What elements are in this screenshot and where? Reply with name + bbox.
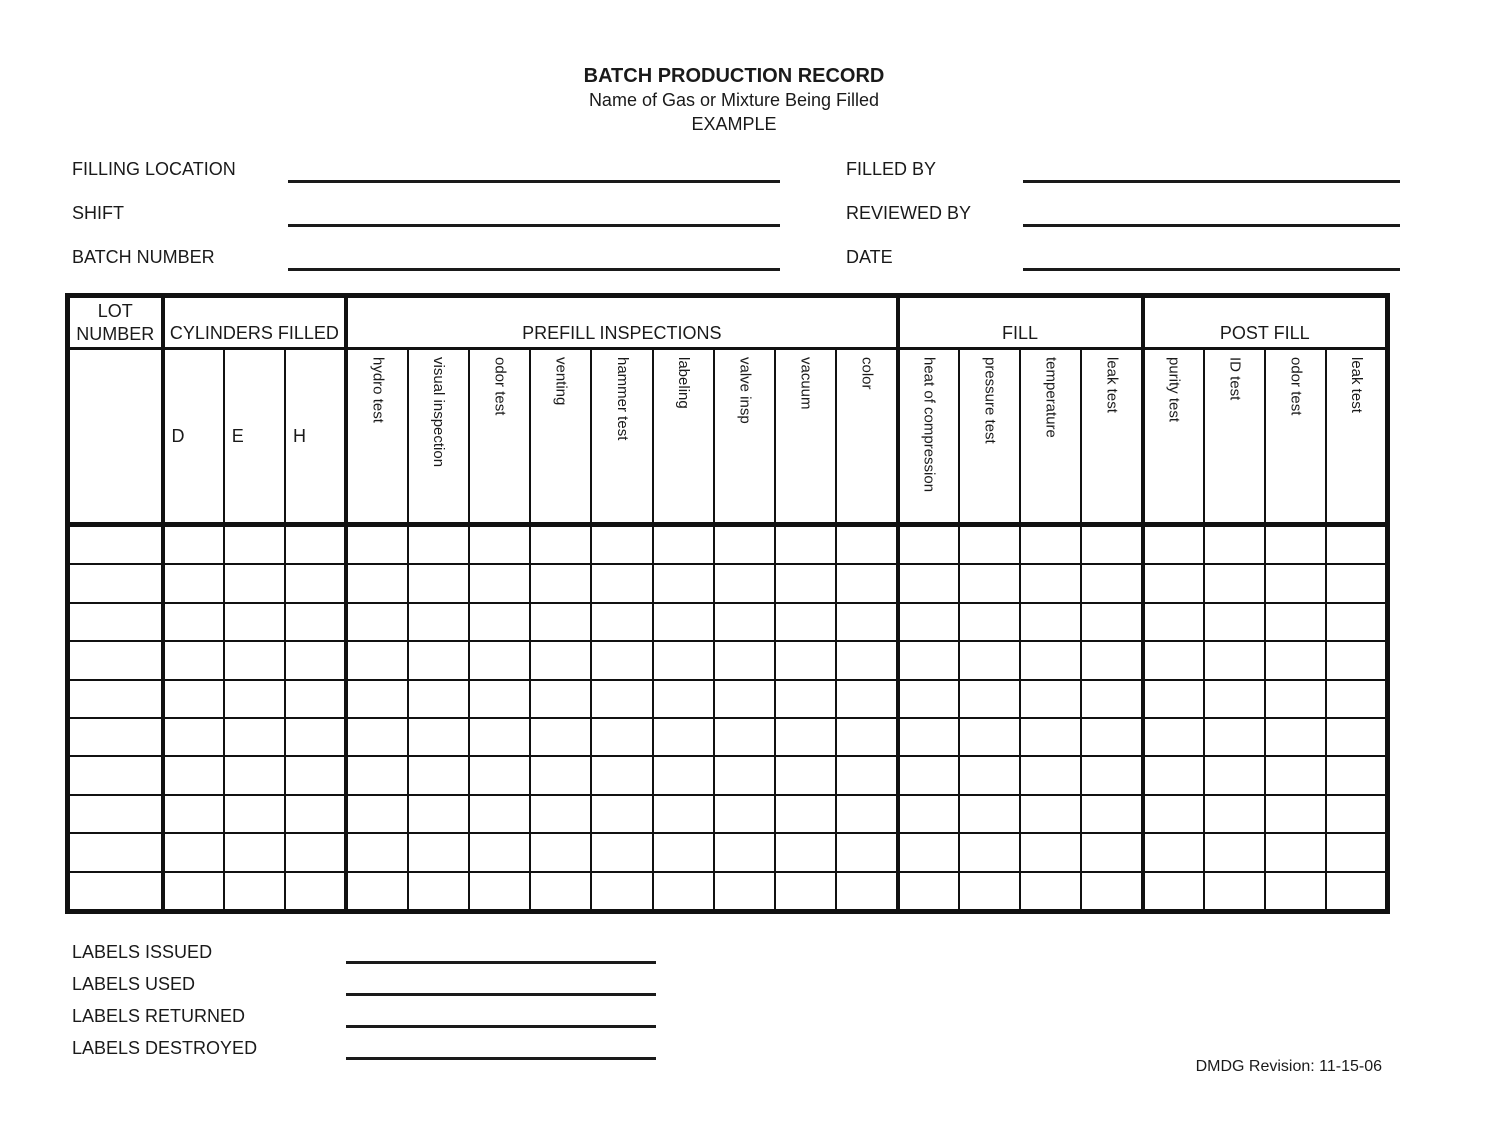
table-cell [653, 603, 714, 641]
table-cell [1020, 603, 1081, 641]
heat-of-compression-header: heat of compression [898, 349, 959, 525]
table-cell [591, 872, 652, 912]
table-cell [346, 525, 407, 565]
table-cell [530, 641, 591, 679]
table-cell [898, 833, 959, 871]
table-cell [898, 525, 959, 565]
table-cell [836, 603, 897, 641]
table-cell [714, 756, 775, 794]
table-cell [1143, 525, 1204, 565]
table-cell [68, 795, 163, 833]
table-row [68, 718, 1388, 756]
table-cell [346, 641, 407, 679]
table-cell [653, 525, 714, 565]
table-cell [1143, 680, 1204, 718]
table-cell [68, 680, 163, 718]
table-cell [1265, 756, 1326, 794]
postfill-leak-test-header: leak test [1326, 349, 1387, 525]
table-cell [959, 833, 1020, 871]
table-cell [530, 795, 591, 833]
table-cell [530, 603, 591, 641]
table-cell [714, 603, 775, 641]
table-cell [1020, 718, 1081, 756]
table-cell [591, 718, 652, 756]
document-subtitle: Name of Gas or Mixture Being Filled [588, 90, 880, 110]
table-cell [959, 525, 1020, 565]
table-cell [530, 564, 591, 602]
table-row [68, 564, 1388, 602]
table-cell [469, 641, 530, 679]
table-row [68, 680, 1388, 718]
table-cell [959, 603, 1020, 641]
table-cell [836, 795, 897, 833]
table-cell [653, 756, 714, 794]
table-cell [1020, 795, 1081, 833]
table-cell [775, 641, 836, 679]
date-underline [1023, 268, 1400, 271]
table-row [68, 525, 1388, 565]
table-cell [775, 756, 836, 794]
pressure-test-header: pressure test [959, 349, 1020, 525]
table-cell [1204, 795, 1265, 833]
table-cell [836, 641, 897, 679]
table-cell [898, 795, 959, 833]
table-cell [285, 833, 346, 871]
table-cell [285, 564, 346, 602]
table-cell [224, 564, 285, 602]
table-cell [1081, 525, 1142, 565]
table-cell [1143, 564, 1204, 602]
table-cell [285, 872, 346, 912]
postfill-odor-test-header: odor test [1265, 349, 1326, 525]
table-cell [469, 603, 530, 641]
visual-inspection-header: visual inspection [408, 349, 469, 525]
table-cell [163, 603, 224, 641]
table-cell [1326, 833, 1387, 871]
table-cell [1020, 564, 1081, 602]
table-cell [653, 680, 714, 718]
table-cell [1265, 680, 1326, 718]
table-cell [1143, 718, 1204, 756]
table-cell [224, 603, 285, 641]
labels-destroyed-underline [346, 1057, 656, 1060]
table-cell [959, 564, 1020, 602]
table-cell [530, 756, 591, 794]
table-cell [591, 525, 652, 565]
fill-leak-test-header: leak test [1081, 349, 1142, 525]
post-fill-header: POST FILL [1143, 296, 1388, 349]
table-cell [714, 718, 775, 756]
table-cell [1020, 833, 1081, 871]
table-cell [591, 756, 652, 794]
lot-number-spacer-cell [68, 349, 163, 525]
table-cell [959, 680, 1020, 718]
labels-used-underline [346, 993, 656, 996]
table-cell [224, 795, 285, 833]
table-cell [591, 564, 652, 602]
labels-issued-label: LABELS ISSUED [72, 942, 213, 962]
table-cell [285, 756, 346, 794]
cylinders-filled-header: CYLINDERS FILLED [163, 296, 347, 349]
hydro-test-header: hydro test [346, 349, 407, 525]
table-cell [775, 680, 836, 718]
table-cell [653, 564, 714, 602]
table-cell [469, 872, 530, 912]
table-cell [68, 872, 163, 912]
table-cell [959, 795, 1020, 833]
table-cell [408, 680, 469, 718]
table-cell [469, 756, 530, 794]
table-row [68, 833, 1388, 871]
table-cell [836, 756, 897, 794]
table-cell [285, 680, 346, 718]
table-cell [1265, 603, 1326, 641]
table-cell [1143, 756, 1204, 794]
table-cell [1020, 641, 1081, 679]
table-cell [775, 603, 836, 641]
table-cell [1265, 641, 1326, 679]
reviewed-by-underline [1023, 224, 1400, 227]
table-cell [1020, 872, 1081, 912]
table-row [68, 872, 1388, 912]
table-cell [163, 525, 224, 565]
batch-number-underline [288, 268, 780, 271]
shift-underline [288, 224, 780, 227]
valve-insp-header: valve insp [714, 349, 775, 525]
table-cell [898, 564, 959, 602]
table-cell [959, 872, 1020, 912]
date-label: DATE [846, 247, 893, 267]
table-cell [714, 564, 775, 602]
table-cell [1204, 833, 1265, 871]
table-cell [469, 718, 530, 756]
table-cell [775, 525, 836, 565]
table-cell [1265, 564, 1326, 602]
table-cell [224, 718, 285, 756]
table-cell [68, 603, 163, 641]
table-cell [898, 641, 959, 679]
table-cell [163, 833, 224, 871]
table-cell [714, 872, 775, 912]
table-cell [1265, 872, 1326, 912]
table-cell [836, 525, 897, 565]
table-cell [68, 718, 163, 756]
table-cell [224, 833, 285, 871]
filling-location-label: FILLING LOCATION [72, 159, 236, 179]
table-cell [346, 795, 407, 833]
table-cell [68, 525, 163, 565]
table-cell [1204, 564, 1265, 602]
table-cell [836, 833, 897, 871]
table-cell [1143, 641, 1204, 679]
table-cell [530, 872, 591, 912]
table-cell [163, 641, 224, 679]
venting-header: venting [530, 349, 591, 525]
table-row [68, 641, 1388, 679]
gas-name-example: EXAMPLE [691, 114, 777, 134]
table-cell [1204, 872, 1265, 912]
table-cell [1081, 718, 1142, 756]
table-cell [1143, 795, 1204, 833]
reviewed-by-label: REVIEWED BY [846, 203, 972, 223]
table-cell [653, 641, 714, 679]
table-cell [1081, 795, 1142, 833]
table-cell [1265, 718, 1326, 756]
table-cell [469, 525, 530, 565]
table-cell [224, 872, 285, 912]
labels-returned-underline [346, 1025, 656, 1028]
table-cell [1081, 833, 1142, 871]
temperature-header: temperature [1020, 349, 1081, 525]
lot-number-header: LOT NUMBER [68, 296, 163, 349]
table-cell [346, 833, 407, 871]
table-cell [408, 718, 469, 756]
table-cell [898, 680, 959, 718]
labels-returned-label: LABELS RETURNED [72, 1006, 246, 1026]
table-cell [285, 641, 346, 679]
table-cell [408, 564, 469, 602]
table-cell [469, 833, 530, 871]
table-cell [530, 718, 591, 756]
table-cell [1204, 680, 1265, 718]
table-cell [898, 718, 959, 756]
table-row [68, 603, 1388, 641]
table-cell [836, 718, 897, 756]
document-title: BATCH PRODUCTION RECORD [583, 65, 885, 87]
odor-test-header: odor test [469, 349, 530, 525]
table-cell [346, 718, 407, 756]
table-cell [224, 756, 285, 794]
table-cell [653, 872, 714, 912]
table-cell [775, 795, 836, 833]
table-cell [1081, 603, 1142, 641]
revision-note: DMDG Revision: 11-15-06 [1195, 1058, 1382, 1075]
table-cell [1326, 641, 1387, 679]
table-cell [1081, 564, 1142, 602]
table-cell [959, 756, 1020, 794]
table-cell [346, 680, 407, 718]
table-cell [1081, 680, 1142, 718]
cylinder-size-h-header: H [285, 349, 346, 525]
table-cell [714, 833, 775, 871]
table-cell [408, 641, 469, 679]
cylinder-size-e-header: E [224, 349, 285, 525]
table-cell [530, 525, 591, 565]
cylinder-size-d-header: D [163, 349, 224, 525]
table-cell [653, 718, 714, 756]
table-cell [591, 680, 652, 718]
table-cell [591, 795, 652, 833]
table-cell [285, 603, 346, 641]
table-cell [1326, 795, 1387, 833]
table-cell [163, 872, 224, 912]
table-row [68, 756, 1388, 794]
table-cell [836, 872, 897, 912]
table-cell [163, 795, 224, 833]
table-cell [346, 603, 407, 641]
table-cell [408, 872, 469, 912]
table-cell [1204, 641, 1265, 679]
table-cell [224, 641, 285, 679]
fill-header: FILL [898, 296, 1143, 349]
table-cell [1204, 718, 1265, 756]
prefill-inspections-header: PREFILL INSPECTIONS [346, 296, 897, 349]
filled-by-label: FILLED BY [846, 159, 937, 179]
table-cell [591, 603, 652, 641]
table-cell [1204, 603, 1265, 641]
table-cell [285, 525, 346, 565]
table-cell [1204, 756, 1265, 794]
table-cell [1143, 603, 1204, 641]
table-cell [1326, 564, 1387, 602]
table-cell [1326, 680, 1387, 718]
labeling-header: labeling [653, 349, 714, 525]
table-cell [224, 680, 285, 718]
table-cell [898, 756, 959, 794]
vacuum-header: vacuum [775, 349, 836, 525]
table-cell [408, 525, 469, 565]
id-test-header: ID test [1204, 349, 1265, 525]
table-cell [1204, 525, 1265, 565]
table-cell [469, 680, 530, 718]
table-row [68, 795, 1388, 833]
table-body [68, 525, 1388, 912]
batch-record-table [65, 293, 1390, 914]
table-cell [469, 795, 530, 833]
table-cell [1326, 718, 1387, 756]
filling-location-underline [288, 180, 780, 183]
table-cell [68, 641, 163, 679]
table-cell [68, 564, 163, 602]
table-cell [163, 680, 224, 718]
group-header-row [68, 296, 1388, 349]
table-cell [68, 833, 163, 871]
table-cell [1081, 641, 1142, 679]
labels-used-label: LABELS USED [72, 974, 196, 994]
table-cell [775, 833, 836, 871]
table-cell [775, 718, 836, 756]
table-cell [898, 872, 959, 912]
table-cell [530, 680, 591, 718]
table-cell [653, 795, 714, 833]
table-cell [68, 756, 163, 794]
table-cell [163, 756, 224, 794]
table-cell [591, 833, 652, 871]
table-cell [836, 564, 897, 602]
table-cell [346, 564, 407, 602]
column-header-row [68, 349, 1388, 525]
table-cell [775, 564, 836, 602]
table-cell [959, 641, 1020, 679]
table-cell [163, 718, 224, 756]
table-cell [408, 603, 469, 641]
table-cell [1265, 833, 1326, 871]
table-cell [714, 795, 775, 833]
table-cell [163, 564, 224, 602]
table-cell [1081, 872, 1142, 912]
table-cell [1326, 756, 1387, 794]
table-cell [1265, 525, 1326, 565]
filled-by-underline [1023, 180, 1400, 183]
table-cell [836, 680, 897, 718]
table-cell [1020, 756, 1081, 794]
table-cell [408, 795, 469, 833]
purity-test-header: purity test [1143, 349, 1204, 525]
table-cell [1020, 525, 1081, 565]
table-cell [1326, 872, 1387, 912]
table-cell [408, 833, 469, 871]
table-cell [653, 833, 714, 871]
color-header: color [836, 349, 897, 525]
hammer-test-header: hammer test [591, 349, 652, 525]
table-cell [1143, 872, 1204, 912]
table-cell [591, 641, 652, 679]
table-cell [285, 718, 346, 756]
table-cell [530, 833, 591, 871]
batch-number-label: BATCH NUMBER [72, 247, 215, 267]
table-cell [1326, 525, 1387, 565]
table-cell [775, 872, 836, 912]
table-cell [469, 564, 530, 602]
title-block [0, 64, 1468, 136]
labels-destroyed-label: LABELS DESTROYED [72, 1038, 258, 1058]
table-cell [224, 525, 285, 565]
table-cell [898, 603, 959, 641]
table-cell [1081, 756, 1142, 794]
table-cell [1265, 795, 1326, 833]
table-cell [285, 795, 346, 833]
table-cell [1143, 833, 1204, 871]
table-cell [714, 641, 775, 679]
table-cell [714, 525, 775, 565]
shift-label: SHIFT [72, 203, 124, 223]
table-cell [408, 756, 469, 794]
table-cell [346, 756, 407, 794]
table-cell [959, 718, 1020, 756]
table-cell [1020, 680, 1081, 718]
table-cell [714, 680, 775, 718]
table-cell [1326, 603, 1387, 641]
table-cell [346, 872, 407, 912]
labels-issued-underline [346, 961, 656, 964]
